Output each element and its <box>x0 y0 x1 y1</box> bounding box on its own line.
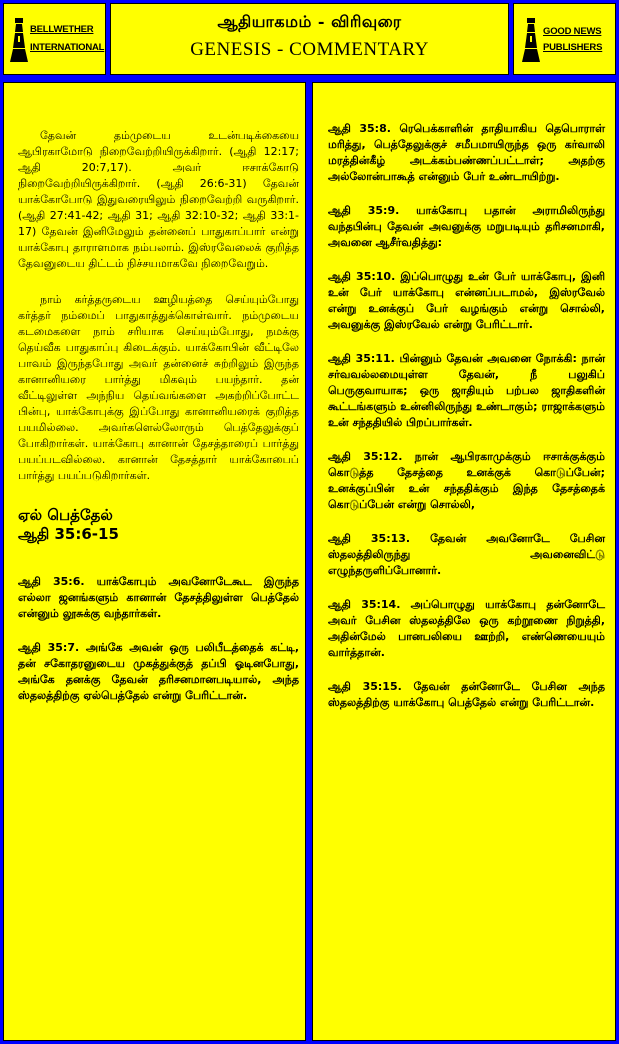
logo-left-line2: INTERNATIONAL <box>30 42 105 53</box>
left-column <box>3 82 306 1041</box>
verse-paragraph: ஆதி 35:14. அப்பொழுது யாக்கோபு தன்னோடே அவர் பேசின ஸ்தலத்திலே ஒரு கற்றூணை நிறுத்தி, அதின்மேல் பானபலியை ஊற்றி, எண்ணெயையும் வார்த்தான். <box>328 598 605 659</box>
commentary-paragraph <box>18 292 299 484</box>
section-reference: ஆதி 35:6-15 <box>18 525 119 543</box>
verse-paragraph: ஆதி 35:13. தேவன் அவனோடே பேசின ஸ்தலத்திலிருந்து அவனைவிட்டு எழுந்தருளிப்போனார். <box>328 532 605 577</box>
title-panel <box>110 3 509 75</box>
section-heading <box>18 506 299 544</box>
page-header <box>0 0 619 78</box>
commentary-paragraph-text: நாம் கர்த்தருடைய ஊழியத்தை செய்யும்போது கர்த்தர் நம்மைப் பாதுகாத்துக்கொள்வார். நம்முடைய கடமைகளை நாம் சரியாக செய்யும்போது, நமக்கு தெய்வீக பாதுகாப்பு கிடைக்கும். யாக்கோபின் வீட்டிலே பாவம் இருந்தபோது அவர் தன்னைச் சுற்றிலும் இருந்த கானானியரை பார்த்து மிகவும் பயந்தார். தன் வீட்டிலுள்ள அந்நிய தெய்வங்களை அகற்றிப்போட்ட பின்பு, யாக்கோபுக்கு இப்போது கானானியரைக் குறித்த பயமில்லை. அவர்களெல்லோரும் பெத்தேலுக்குப் போகிறார்கள். யாக்கோபு கானான் தேசத்தாரைப் பார்த்து பயப்படவில்லை. கானான் தேசத்தார் யாக்கோபைப் பார்த்து பயப்படுகிறார்கள். <box>18 293 299 482</box>
good-news-logo <box>513 3 616 75</box>
page-title-tamil: ஆதியாகமம் - விரிவுரை <box>217 12 402 31</box>
verse-paragraph: ஆதி 35:10. இப்பொழுது உன் பேர் யாக்கோபு, இனி உன் பேர் யாக்கோபு என்னப்படாமல், இஸ்ரவேல் என்று உனக்குப் பேர் வழங்கும் என்று சொல்லி, அவனுக்கு இஸ்ரவேல் என்று பேரிட்டார். <box>328 270 605 331</box>
verse-paragraph: ஆதி 35:6. யாக்கோபும் அவனோடேகூட இருந்த எல்லா ஜனங்களும் கானான் தேசத்திலுள்ள பெத்தேல் என்னும் லூசுக்கு வந்தார்கள். <box>18 575 299 620</box>
logo-right-line2: PUBLISHERS <box>543 42 603 53</box>
tower-icon <box>10 18 28 62</box>
verse-paragraph: ஆதி 35:9. யாக்கோபு பதான் அராமிலிருந்து வந்தபின்பு தேவன் அவனுக்கு மறுபடியும் தரிசனமாகி, அவனை ஆசீர்வதித்து: <box>328 204 605 249</box>
commentary-paragraph <box>18 128 299 272</box>
verse-paragraph: ஆதி 35:8. ரெபெக்காளின் தாதியாகிய தெபொராள் மரித்து, பெத்தேலுக்குச் சமீபமாயிருந்த ஒரு கர்வாலி மரத்தின்கீழ் அடக்கம்பண்ணப்பட்டாள்; அதற்கு அல்லோன்பாகூத் என்னும் பேர் உண்டாயிற்று. <box>328 122 605 183</box>
commentary-paragraph-text: தேவன் தம்முடைய உடன்படிக்கையை ஆபிரகாமோடு நிறைவேற்றியிருக்கிறார். (ஆதி 12:17; ஆதி 20:7,17). அவர் ஈசாக்கோடு நிறைவேற்றியிருக்கிறார். (ஆதி 26:6-31) தேவன் யாக்கோபோடு இதுவரையிலும் நிறைவேற்றி வருகிறார். (ஆதி 27:41-42; ஆதி 31; ஆதி 32:10-32; ஆதி 33:1-17) தேவன் இனிமேலும் தன்னைப் பாதுகாப்பார் என்று யாக்கோபு தாராளமாக நம்பலாம். இஸ்ரவேலைக் குறித்த தேவனுடைய திட்டம் நிச்சயமாகவே நிறைவேறும். <box>18 129 299 270</box>
bellwether-logo <box>3 3 106 75</box>
section-title: ஏல் பெத்தேல் <box>18 506 113 524</box>
tower-icon <box>522 18 540 62</box>
verse-paragraph: ஆதி 35:15. தேவன் தன்னோடே பேசின அந்த ஸ்தலத்திற்கு யாக்கோபு பெத்தேல் என்று பேரிட்டான். <box>328 680 605 709</box>
right-column <box>312 82 616 1041</box>
verse-paragraph: ஆதி 35:11. பின்னும் தேவன் அவனை நோக்கி: நான் சர்வவல்லமையுள்ள தேவன், நீ பலுகிப் பெருகுவாயாக; ஒரு ஜாதியும் பற்பல ஜாதிகளின் கூட்டங்களும் உன்னிலிருந்து உண்டாகும்; ராஜாக்களும் உன் சந்ததியில் பிறப்பார்கள். <box>328 352 605 429</box>
logo-left-line1: BELLWETHER <box>30 24 94 35</box>
verse-paragraph: ஆதி 35:7. அங்கே அவன் ஒரு பலிபீடத்தைக் கட்டி, தன் சகோதரனுடைய முகத்துக்குத் தப்பி ஓடினபோது, அங்கே தனக்கு தேவன் தரிசனமானபடியால், அந்த ஸ்தலத்திற்கு ஏல்பெத்தேல் என்று பேரிட்டான். <box>18 641 299 702</box>
logo-right-line1: GOOD NEWS <box>543 26 602 37</box>
page-title-english: GENESIS - COMMENTARY <box>190 39 429 60</box>
verse-paragraph: ஆதி 35:12. நான் ஆபிரகாமுக்கும் ஈசாக்குக்கும் கொடுத்த தேசத்தை உனக்குக் கொடுப்பேன்; உனக்குப்பின் உன் சந்ததிக்கும் இந்த தேசத்தைக் கொடுப்பேன் என்று சொல்லி, <box>328 450 605 511</box>
